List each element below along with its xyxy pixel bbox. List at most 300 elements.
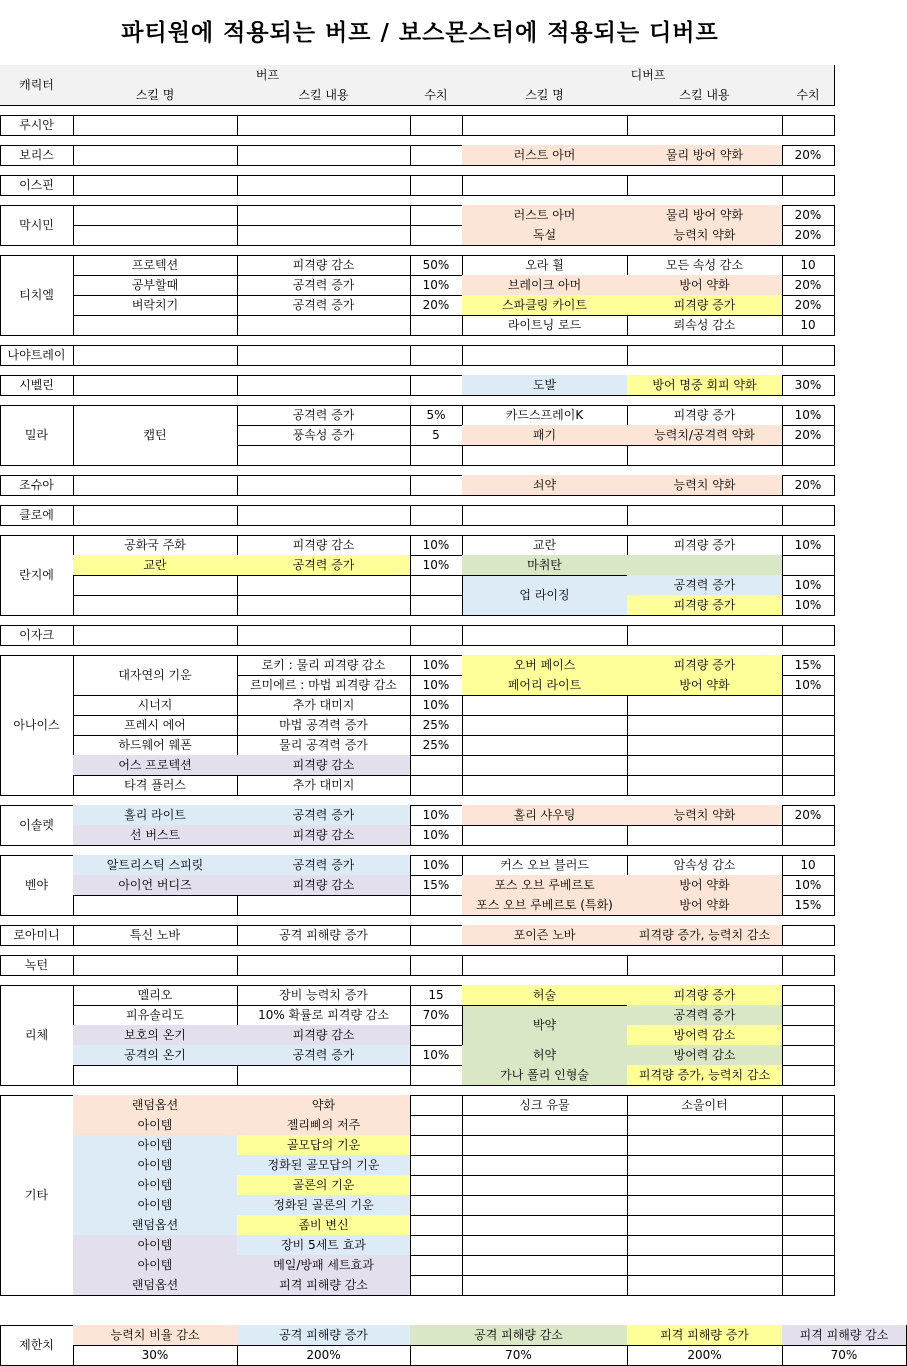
- limits-label: 제한치: [0, 1325, 74, 1366]
- debuff-value: 10%: [782, 875, 835, 896]
- debuff-value: [782, 445, 835, 466]
- buff-skill-desc: [237, 205, 411, 226]
- debuff-skill-desc: 능력치 약화: [627, 475, 783, 496]
- buff-skill-name: [73, 145, 238, 166]
- debuff-skill-name: 도발: [462, 375, 628, 396]
- header-buff: 버프: [73, 65, 463, 86]
- debuff-skill-name: 독설: [462, 225, 628, 246]
- debuff-skill-name: 오버 페이스: [462, 655, 628, 676]
- buff-skill-desc: 메일/방패 세트효과: [237, 1255, 411, 1276]
- debuff-skill-name: [462, 1235, 628, 1256]
- debuff-skill-name: 러스트 아머: [462, 145, 628, 166]
- limit-name: 피격 피해량 증가: [627, 1325, 783, 1346]
- debuff-skill-name: [462, 735, 628, 756]
- debuff-skill-desc: [627, 175, 783, 196]
- debuff-skill-desc: 피격량 증가: [627, 535, 783, 556]
- debuff-skill-name: [462, 1115, 628, 1136]
- debuff-skill-name: [462, 505, 628, 526]
- debuff-skill-name: 허술: [462, 985, 628, 1006]
- debuff-skill-name: 오라 휠: [462, 255, 628, 276]
- debuff-skill-name: 교란: [462, 535, 628, 556]
- debuff-skill-name: [462, 1275, 628, 1296]
- debuff-skill-name: [462, 715, 628, 736]
- character-name: 루시안: [0, 115, 74, 136]
- debuff-skill-name: 스파클링 카이트: [462, 295, 628, 316]
- debuff-skill-name: [462, 625, 628, 646]
- buff-value: [410, 1275, 463, 1296]
- header-skill-name: 스킬 명: [73, 85, 238, 106]
- buff-skill-name: [73, 315, 238, 336]
- debuff-value: 15%: [782, 895, 835, 916]
- debuff-value: [782, 1275, 835, 1296]
- buff-skill-name: [73, 115, 238, 136]
- buff-value: 5: [410, 425, 463, 446]
- debuff-skill-name: [462, 955, 628, 976]
- debuff-skill-desc: [627, 735, 783, 756]
- debuff-skill-desc: [627, 955, 783, 976]
- buff-skill-name: [73, 375, 238, 396]
- buff-value: [410, 315, 463, 336]
- debuff-skill-name: 페어리 라이트: [462, 675, 628, 696]
- debuff-value: [782, 1155, 835, 1176]
- buff-value: [410, 115, 463, 136]
- buff-skill-name: [73, 205, 238, 226]
- buff-skill-name: 아이템: [73, 1175, 238, 1196]
- debuff-value: [782, 505, 835, 526]
- debuff-skill-name: [462, 825, 628, 846]
- buff-skill-name: 공격의 온기: [73, 1045, 238, 1066]
- buff-skill-name: 아이템: [73, 1135, 238, 1156]
- debuff-skill-desc: 피격량 증가, 능력치 감소: [627, 925, 783, 946]
- buff-skill-desc: 젤리삐의 저주: [237, 1115, 411, 1136]
- debuff-skill-name: [462, 1155, 628, 1176]
- buff-skill-desc: [237, 225, 411, 246]
- character-name: 조슈아: [0, 475, 74, 496]
- character-name: 아나이스: [0, 655, 74, 796]
- debuff-value: 10%: [782, 595, 835, 616]
- debuff-skill-desc: 뢰속성 감소: [627, 315, 783, 336]
- buff-value: [410, 1255, 463, 1276]
- buff-skill-desc: 피격 피해량 감소: [237, 1275, 411, 1296]
- buff-skill-desc: 공격력 증가: [237, 805, 411, 826]
- debuff-skill-desc: 방어 약화: [627, 675, 783, 696]
- buff-value: 10%: [410, 1045, 463, 1066]
- debuff-skill-desc: [627, 825, 783, 846]
- buff-value: 15%: [410, 875, 463, 896]
- buff-value: [410, 1155, 463, 1176]
- debuff-value: [782, 825, 835, 846]
- buff-skill-name: 랜덤옵션: [73, 1275, 238, 1296]
- debuff-skill-desc: 피격량 증가: [627, 655, 783, 676]
- buff-value: [410, 445, 463, 466]
- debuff-skill-name: [462, 1135, 628, 1156]
- debuff-value: [782, 1195, 835, 1216]
- buff-value: 25%: [410, 735, 463, 756]
- debuff-value: 20%: [782, 225, 835, 246]
- debuff-skill-desc: 공격력 증가: [627, 1005, 783, 1026]
- debuff-skill-desc: [627, 345, 783, 366]
- limit-value: 200%: [627, 1345, 783, 1366]
- buff-skill-desc: 정화된 골모답의 기운: [237, 1155, 411, 1176]
- buff-value: [410, 375, 463, 396]
- debuff-skill-desc: [627, 775, 783, 796]
- buff-value: 70%: [410, 1005, 463, 1026]
- buff-skill-name: 시너지: [73, 695, 238, 716]
- buff-value: [410, 205, 463, 226]
- debuff-value: 15%: [782, 655, 835, 676]
- buff-skill-name: [73, 625, 238, 646]
- debuff-skill-desc: 방어 약화: [627, 275, 783, 296]
- debuff-value: [782, 555, 835, 576]
- debuff-value: 20%: [782, 275, 835, 296]
- debuff-skill-desc: 피격량 증가: [627, 595, 783, 616]
- debuff-value: 10%: [782, 405, 835, 426]
- buff-skill-desc: 추가 대미지: [237, 775, 411, 796]
- limit-value: 30%: [73, 1345, 238, 1366]
- character-name: 리체: [0, 985, 74, 1086]
- buff-skill-desc: [237, 575, 411, 596]
- debuff-value: [782, 695, 835, 716]
- debuff-skill-desc: 모든 속성 감소: [627, 255, 783, 276]
- buff-value: 20%: [410, 295, 463, 316]
- debuff-skill-desc: [627, 1195, 783, 1216]
- limit-value: 70%: [782, 1345, 907, 1366]
- debuff-skill-name: [462, 445, 628, 466]
- buff-skill-desc: [237, 955, 411, 976]
- buff-skill-desc: 약화: [237, 1095, 411, 1116]
- character-name: 로아미니: [0, 925, 74, 946]
- debuff-skill-name: 라이트닝 로드: [462, 315, 628, 336]
- debuff-value: [782, 925, 835, 946]
- buff-skill-name: 어스 프로텍션: [73, 755, 238, 776]
- buff-skill-desc: [237, 145, 411, 166]
- header-skill-name: 스킬 명: [462, 85, 628, 106]
- debuff-value: 20%: [782, 145, 835, 166]
- debuff-skill-desc: 피격량 증가: [627, 985, 783, 1006]
- buff-skill-name: [73, 895, 238, 916]
- buff-skill-desc: 장비 능력치 증가: [237, 985, 411, 1006]
- header-value: 수치: [410, 85, 463, 106]
- buff-skill-name: 아이템: [73, 1235, 238, 1256]
- buff-skill-name: 아이템: [73, 1255, 238, 1276]
- debuff-skill-name: 러스트 아머: [462, 205, 628, 226]
- buff-value: 10%: [410, 825, 463, 846]
- debuff-skill-name: 포스 오브 루베르토: [462, 875, 628, 896]
- buff-value: 10%: [410, 555, 463, 576]
- debuff-skill-name: [462, 1255, 628, 1276]
- buff-value: [410, 505, 463, 526]
- buff-skill-desc: [237, 595, 411, 616]
- buff-value: [410, 1065, 463, 1086]
- debuff-value: 20%: [782, 805, 835, 826]
- buff-skill-name: 프로텍션: [73, 255, 238, 276]
- buff-skill-name: [73, 225, 238, 246]
- debuff-value: [782, 1215, 835, 1236]
- buff-value: [410, 575, 463, 596]
- debuff-value: [782, 775, 835, 796]
- debuff-skill-desc: 방어 약화: [627, 895, 783, 916]
- buff-skill-desc: 피격량 감소: [237, 255, 411, 276]
- buff-skill-desc: [237, 115, 411, 136]
- debuff-skill-desc: 능력치 약화: [627, 805, 783, 826]
- buff-skill-desc: 마법 공격력 증가: [237, 715, 411, 736]
- buff-skill-desc: 공격력 증가: [237, 855, 411, 876]
- buff-skill-name: [73, 175, 238, 196]
- debuff-skill-desc: [627, 695, 783, 716]
- buff-value: [410, 345, 463, 366]
- buff-skill-name: [73, 575, 238, 596]
- debuff-skill-name: [462, 1175, 628, 1196]
- character-name: 티치엘: [0, 255, 74, 336]
- limit-name: 피격 피해량 감소: [782, 1325, 907, 1346]
- buff-skill-name: 아이템: [73, 1115, 238, 1136]
- buff-skill-name: 아이템: [73, 1155, 238, 1176]
- buff-value: [410, 475, 463, 496]
- limit-name: 공격 피해량 증가: [237, 1325, 411, 1346]
- buff-skill-desc: 공격 피해량 증가: [237, 925, 411, 946]
- debuff-skill-desc: [627, 1275, 783, 1296]
- debuff-skill-desc: 피격량 증가, 능력치 감소: [627, 1065, 783, 1086]
- buff-skill-desc: 피격량 감소: [237, 875, 411, 896]
- debuff-skill-name: 카드스프레이K: [462, 405, 628, 426]
- buff-value: 25%: [410, 715, 463, 736]
- buff-skill-name: 랜덤옵션: [73, 1215, 238, 1236]
- buff-value: [410, 1235, 463, 1256]
- buff-skill-desc: 로키 : 물리 피격량 감소: [237, 655, 411, 676]
- buff-skill-name: 공부할때: [73, 275, 238, 296]
- buff-skill-desc: [237, 445, 411, 466]
- buff-value: [410, 895, 463, 916]
- debuff-skill-name: [462, 1215, 628, 1236]
- buff-value: [410, 1095, 463, 1116]
- character-name: 란지에: [0, 535, 74, 616]
- buff-value: [410, 755, 463, 776]
- debuff-value: [782, 1135, 835, 1156]
- debuff-skill-name: [462, 775, 628, 796]
- merged-buff-skill: 대자연의 기운: [73, 655, 238, 696]
- buff-skill-desc: 피격량 감소: [237, 535, 411, 556]
- debuff-skill-desc: [627, 1155, 783, 1176]
- buff-value: [410, 225, 463, 246]
- debuff-skill-name: 포스 오브 루베르토 (특화): [462, 895, 628, 916]
- debuff-value: [782, 1255, 835, 1276]
- buff-skill-desc: [237, 345, 411, 366]
- character-name: 이스핀: [0, 175, 74, 196]
- buff-skill-name: [73, 505, 238, 526]
- character-name: 클로에: [0, 505, 74, 526]
- debuff-skill-name: 허약: [462, 1045, 628, 1066]
- debuff-skill-desc: 암속성 감소: [627, 855, 783, 876]
- buff-skill-name: 프레시 에어: [73, 715, 238, 736]
- buff-skill-desc: [237, 175, 411, 196]
- buff-skill-desc: 공격력 증가: [237, 275, 411, 296]
- character-name: 녹턴: [0, 955, 74, 976]
- buff-skill-name: 멜리오: [73, 985, 238, 1006]
- limit-name: 능력치 비율 감소: [73, 1325, 238, 1346]
- character-name: 이자크: [0, 625, 74, 646]
- debuff-skill-name: 마취탄: [462, 555, 628, 576]
- debuff-skill-desc: [627, 505, 783, 526]
- debuff-skill-desc: [627, 1255, 783, 1276]
- buff-skill-desc: 공격력 증가: [237, 295, 411, 316]
- buff-value: 10%: [410, 275, 463, 296]
- buff-skill-name: 랜덤옵션: [73, 1095, 238, 1116]
- buff-value: 10%: [410, 675, 463, 696]
- header-skill-desc: 스킬 내용: [627, 85, 783, 106]
- debuff-skill-name: 패기: [462, 425, 628, 446]
- debuff-skill-desc: 방어력 감소: [627, 1045, 783, 1066]
- debuff-value: 10: [782, 315, 835, 336]
- buff-skill-desc: 정화된 골론의 기운: [237, 1195, 411, 1216]
- debuff-skill-desc: 방어 명중 회피 약화: [627, 375, 783, 396]
- buff-value: 50%: [410, 255, 463, 276]
- debuff-skill-name: 포이즌 노바: [462, 925, 628, 946]
- debuff-skill-desc: [627, 715, 783, 736]
- debuff-value: 20%: [782, 475, 835, 496]
- debuff-skill-desc: [627, 1135, 783, 1156]
- buff-value: [410, 595, 463, 616]
- buff-value: [410, 625, 463, 646]
- buff-value: [410, 1195, 463, 1216]
- buff-skill-desc: 추가 대미지: [237, 695, 411, 716]
- debuff-skill-name: 홀리 샤우팅: [462, 805, 628, 826]
- buff-skill-desc: 공격력 증가: [237, 1045, 411, 1066]
- buff-skill-name: 선 버스트: [73, 825, 238, 846]
- buff-skill-name: 교란: [73, 555, 238, 576]
- debuff-value: 20%: [782, 205, 835, 226]
- buff-skill-name: 타격 플러스: [73, 775, 238, 796]
- debuff-skill-desc: [627, 1175, 783, 1196]
- buff-value: [410, 1215, 463, 1236]
- limit-value: 70%: [410, 1345, 628, 1366]
- debuff-value: [782, 1025, 835, 1046]
- debuff-value: 10: [782, 855, 835, 876]
- buff-skill-desc: [237, 895, 411, 916]
- debuff-value: 20%: [782, 425, 835, 446]
- debuff-skill-name: [462, 755, 628, 776]
- buff-skill-desc: 10% 확률로 피격량 감소: [237, 1005, 411, 1026]
- debuff-skill-desc: [627, 1235, 783, 1256]
- debuff-skill-desc: [627, 555, 783, 576]
- limit-value: 200%: [237, 1345, 411, 1366]
- debuff-skill-name: 싱크 유물: [462, 1095, 628, 1116]
- header-character: 캐릭터: [0, 65, 74, 106]
- buff-value: 10%: [410, 855, 463, 876]
- buff-value: 10%: [410, 805, 463, 826]
- debuff-value: [782, 715, 835, 736]
- debuff-skill-desc: 물리 방어 약화: [627, 205, 783, 226]
- debuff-value: 10: [782, 255, 835, 276]
- buff-skill-desc: 장비 5세트 효과: [237, 1235, 411, 1256]
- debuff-value: [782, 1095, 835, 1116]
- debuff-value: [782, 625, 835, 646]
- debuff-skill-desc: 능력치/공격력 약화: [627, 425, 783, 446]
- buff-skill-name: 피유솔리도: [73, 1005, 238, 1026]
- merged-debuff-skill: 박약: [462, 1005, 628, 1046]
- buff-skill-desc: 골모답의 기운: [237, 1135, 411, 1156]
- debuff-value: [782, 115, 835, 136]
- debuff-value: [782, 1235, 835, 1256]
- buff-value: [410, 775, 463, 796]
- debuff-value: 20%: [782, 295, 835, 316]
- debuff-skill-name: 쇠약: [462, 475, 628, 496]
- debuff-skill-desc: 피격량 증가: [627, 405, 783, 426]
- buff-skill-name: [73, 475, 238, 496]
- debuff-value: 10%: [782, 535, 835, 556]
- buff-skill-desc: 물리 공격력 증가: [237, 735, 411, 756]
- debuff-value: [782, 345, 835, 366]
- buff-skill-name: [73, 595, 238, 616]
- buff-value: 5%: [410, 405, 463, 426]
- debuff-skill-name: 커스 오브 블러드: [462, 855, 628, 876]
- debuff-value: [782, 175, 835, 196]
- debuff-skill-desc: 공격력 증가: [627, 575, 783, 596]
- debuff-value: [782, 1115, 835, 1136]
- buff-skill-name: 아이언 버디즈: [73, 875, 238, 896]
- buff-skill-desc: 피격량 감소: [237, 825, 411, 846]
- limit-name: 공격 피해량 감소: [410, 1325, 628, 1346]
- debuff-skill-name: 브레이크 아머: [462, 275, 628, 296]
- debuff-skill-name: [462, 695, 628, 716]
- header-value: 수치: [782, 85, 835, 106]
- character-name: 기타: [0, 1095, 74, 1296]
- buff-value: [410, 145, 463, 166]
- buff-skill-name: [73, 955, 238, 976]
- debuff-skill-name: [462, 1195, 628, 1216]
- page-title: 파티원에 적용되는 버프 / 보스몬스터에 적용되는 디버프: [121, 20, 719, 46]
- debuff-skill-desc: 방어 약화: [627, 875, 783, 896]
- buff-skill-desc: 피격량 감소: [237, 1025, 411, 1046]
- buff-value: [410, 1025, 463, 1046]
- debuff-value: [782, 1065, 835, 1086]
- buff-skill-desc: 르미에르 : 마법 피격량 감소: [237, 675, 411, 696]
- character-name: 시벨린: [0, 375, 74, 396]
- buff-skill-name: 알트리스틱 스피릿: [73, 855, 238, 876]
- buff-skill-desc: [237, 1065, 411, 1086]
- buff-skill-desc: 좀비 변신: [237, 1215, 411, 1236]
- buff-skill-desc: [237, 315, 411, 336]
- buff-skill-desc: [237, 625, 411, 646]
- buff-skill-name: 벼락치기: [73, 295, 238, 316]
- buff-skill-name: 하드웨어 웨폰: [73, 735, 238, 756]
- character-name: 나야트레이: [0, 345, 74, 366]
- debuff-value: [782, 755, 835, 776]
- buff-skill-name: 아이템: [73, 1195, 238, 1216]
- debuff-value: [782, 1175, 835, 1196]
- debuff-skill-desc: 방어력 감소: [627, 1025, 783, 1046]
- debuff-skill-name: [462, 345, 628, 366]
- buff-value: [410, 1115, 463, 1136]
- buff-value: 10%: [410, 695, 463, 716]
- debuff-value: [782, 735, 835, 756]
- debuff-skill-desc: 소울이터: [627, 1095, 783, 1116]
- header-debuff: 디버프: [462, 65, 835, 86]
- debuff-skill-desc: [627, 1115, 783, 1136]
- header-skill-desc: 스킬 내용: [237, 85, 411, 106]
- buff-skill-desc: 피격량 감소: [237, 755, 411, 776]
- buff-skill-desc: 풍속성 증가: [237, 425, 411, 446]
- debuff-value: [782, 985, 835, 1006]
- debuff-skill-desc: [627, 755, 783, 776]
- buff-value: [410, 1135, 463, 1156]
- buff-skill-name: 특신 노바: [73, 925, 238, 946]
- buff-skill-desc: 공격력 증가: [237, 405, 411, 426]
- merged-debuff-skill: 업 라이징: [462, 575, 628, 616]
- debuff-skill-desc: [627, 625, 783, 646]
- buff-skill-desc: [237, 505, 411, 526]
- buff-value: [410, 175, 463, 196]
- debuff-skill-name: [462, 115, 628, 136]
